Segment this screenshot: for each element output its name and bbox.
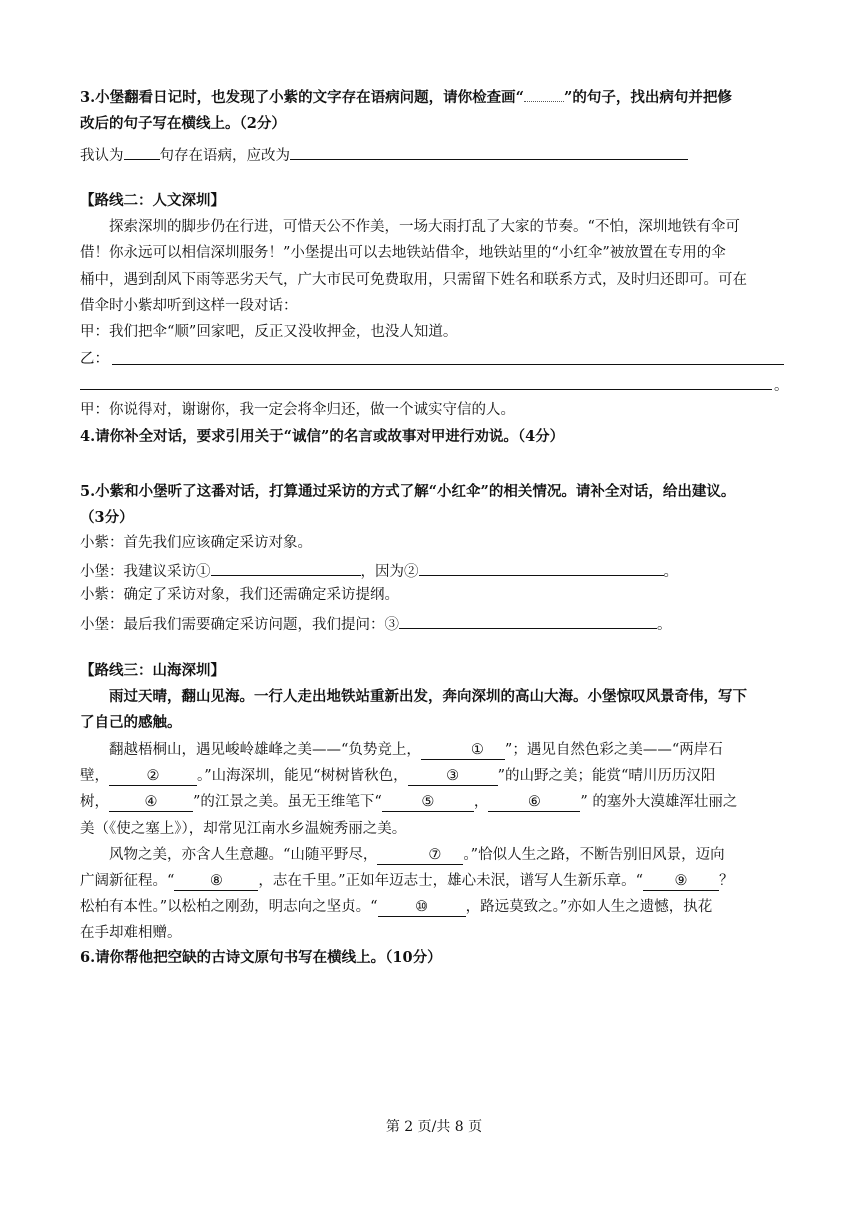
route3-passage-line: 在手却难相赠。 <box>80 925 182 941</box>
passage-text: ”的山野之美；能赏“晴川历历汉阳 <box>497 768 716 784</box>
q3-text-b: ”的句子，找出病句并把修 <box>563 89 732 106</box>
q6-prompt: 6.请你帮他把空缺的古诗文原句书写在横线上。（10分） <box>80 949 442 966</box>
route3-passage-line <box>80 869 790 893</box>
q5-d4-text-b: 。 <box>657 617 672 633</box>
poem-blank-5[interactable]: ⑤ <box>382 793 474 812</box>
dialogue-jia-2: 甲：你说得对，谢谢你，我一定会将伞归还，做一个诚实守信的人。 <box>80 402 515 418</box>
dialogue-yi-answer-line-2[interactable] <box>80 389 772 390</box>
passage-text: ？ <box>719 873 734 889</box>
passage-text: 。”恰似人生之路，不断告别旧风景，迈向 <box>463 847 725 863</box>
q5-dialogue-1: 小紫：首先我们应该确定采访对象。 <box>80 535 312 551</box>
wavy-underline-mark <box>524 89 564 102</box>
poem-blank-4[interactable]: ④ <box>109 793 193 812</box>
route3-passage-line <box>80 895 790 919</box>
passage-text: ， <box>473 794 489 810</box>
q5-dialogue-4 <box>80 610 790 637</box>
route2-paragraph-line: 探索深圳的脚步仍在行进，可惜天公不作美，一场大雨打乱了大家的节奏。“不怕，深圳地铁有伞可 <box>109 219 740 235</box>
q5-dialogue-3: 小紫：确定了采访对象，我们还需确定采访提纲。 <box>80 587 399 603</box>
q5-d2-text-b: ，因为② <box>360 564 419 580</box>
poem-blank-9[interactable]: ⑨ <box>643 872 719 891</box>
poem-blank-7[interactable]: ⑦ <box>377 846 463 865</box>
passage-text: ，志在千里。”正如年迈志士，雄心未泯，谱写人生新乐章。“ <box>258 873 643 889</box>
passage-text: 壁， <box>80 768 109 784</box>
q5-line-1: 5.小紫和小堡听了这番对话，打算通过采访的方式了解“小红伞”的相关情况。请补全对话，给出建议。 <box>80 483 736 500</box>
poem-blank-10[interactable]: ⑩ <box>378 898 466 917</box>
route3-passage-line: 美（《使之塞上》），却常见江南水乡温婉秀丽之美。 <box>80 821 407 837</box>
route3-heading: 【路线三：山海深圳】 <box>80 662 225 679</box>
q5-d4-text-a: 小堡：最后我们需要确定采访问题，我们提问：③ <box>80 617 399 633</box>
q5-blank-3[interactable] <box>399 610 657 629</box>
poem-blank-6[interactable]: ⑥ <box>488 793 580 812</box>
q5-dialogue-2 <box>80 557 790 584</box>
passage-text: 树， <box>80 794 109 810</box>
q5-line-2: （3分） <box>80 509 134 526</box>
passage-text: ” 的塞外大漠雄浑壮丽之 <box>580 794 738 810</box>
q3-answer-label-a: 我认为 <box>80 148 124 164</box>
poem-blank-1[interactable]: ① <box>421 741 505 760</box>
passage-text: 广阔新征程。“ <box>80 873 175 889</box>
q5-blank-1[interactable] <box>211 557 361 576</box>
poem-blank-3[interactable]: ③ <box>408 767 498 786</box>
route2-paragraph-line: 借伞时小紫却听到这样一段对话： <box>80 298 298 314</box>
passage-text: 风物之美，亦含人生意趣。“山随平野尽， <box>109 847 378 863</box>
q3-text-a: 3.小堡翻看日记时，也发现了小紫的文字存在语病问题，请你检查画“ <box>80 89 524 106</box>
q4-prompt: 4.请你补全对话，要求引用关于“诚信”的名言或故事对甲进行劝说。（4分） <box>80 428 565 445</box>
route2-paragraph-line: 借！你永远可以相信深圳服务！”小堡提出可以去地铁站借伞，地铁站里的“小红伞”被放置在专用的伞 <box>80 245 726 261</box>
passage-text: 翻越梧桐山，遇见峻岭雄峰之美——“负势竞上， <box>109 742 421 758</box>
q5-d2-text-c: 。 <box>663 564 678 580</box>
q3-answer-line <box>80 141 790 168</box>
q5-blank-2[interactable] <box>419 557 664 576</box>
poem-blank-8[interactable]: ⑧ <box>174 872 258 891</box>
q3-answer-label-b: 句存在语病，应改为 <box>159 148 290 164</box>
dialogue-yi-label: 乙： <box>80 351 109 367</box>
q3-line-1 <box>80 86 790 110</box>
passage-text: 松柏有本性。”以松柏之刚劲，明志向之坚贞。“ <box>80 899 378 915</box>
passage-text: ”的江景之美。虽无王维笔下“ <box>193 794 382 810</box>
page-number: 第 2 页/共 8 页 <box>385 1119 483 1135</box>
passage-text: ”；遇见自然色彩之美——“两岸石 <box>504 742 723 758</box>
route3-intro-line-1: 雨过天晴，翻山见海。一行人走出地铁站重新出发，奔向深圳的高山大海。小堡惊叹风景奇伟，写下 <box>109 688 747 705</box>
route2-paragraph-line: 桶中，遇到刮风下雨等恶劣天气，广大市民可免费取用，只需留下姓名和联系方式，及时归还即可。可在 <box>80 272 747 288</box>
route3-passage-line <box>80 764 790 788</box>
route3-intro-line-2: 了自己的感触。 <box>80 714 182 731</box>
dialogue-yi-end-mark: 。 <box>774 378 789 394</box>
q3-sentence-number-blank[interactable] <box>124 141 160 160</box>
q3-correction-blank[interactable] <box>290 141 688 160</box>
poem-blank-2[interactable]: ② <box>109 767 197 786</box>
route3-passage-line <box>80 738 790 762</box>
q5-d2-text-a: 小堡：我建议采访① <box>80 564 211 580</box>
q3-line-2: 改后的句子写在横线上。（2分） <box>80 115 286 132</box>
route3-passage-line <box>80 843 790 867</box>
route2-heading: 【路线二：人文深圳】 <box>80 192 225 209</box>
route3-passage-line <box>80 790 790 814</box>
passage-text: ，路远莫致之。”亦如人生之遗憾，执花 <box>465 899 713 915</box>
dialogue-jia-1: 甲：我们把伞“顺”回家吧，反正又没收押金，也没人知道。 <box>80 324 458 340</box>
passage-text: 。”山海深圳，能见“树树皆秋色， <box>197 768 408 784</box>
dialogue-yi-answer-line-1[interactable] <box>112 364 784 365</box>
